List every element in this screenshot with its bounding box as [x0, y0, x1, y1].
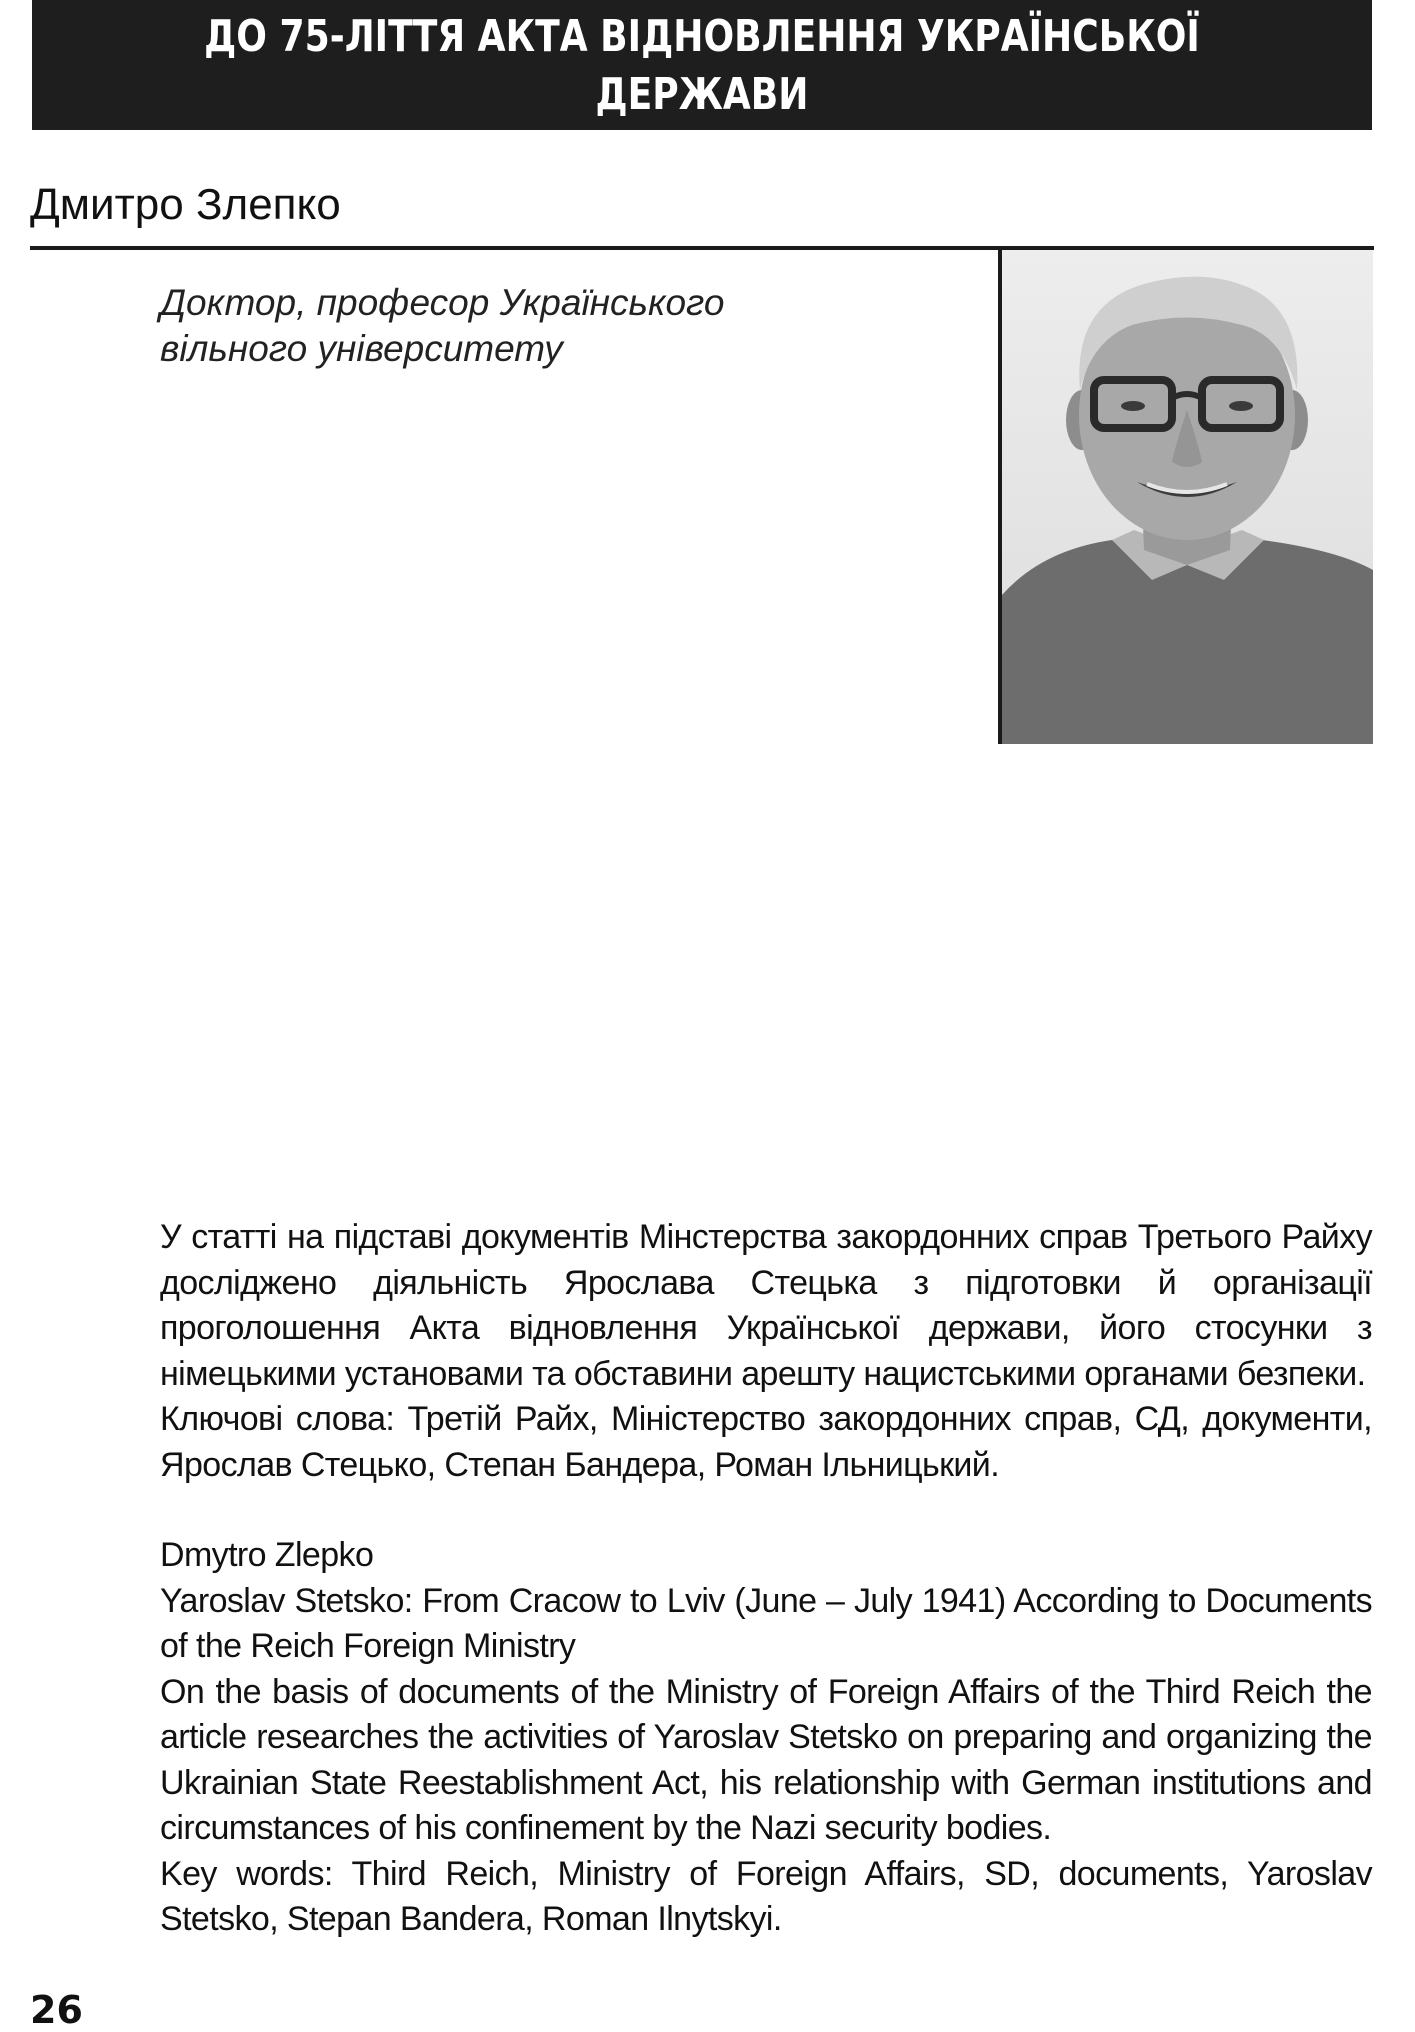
- abstract-en-text: On the basis of documents of the Ministry of Foreign Affairs of the Third Reich the article researches the activities of Yaroslav Stetsko on preparing and organizing the Ukrainian State Reestablishment Act, his relationship with German institutions and circumstances of his confinement by the Nazi security bodies.: [160, 1672, 1372, 1847]
- abstract-en-author: Dmytro Zlepko: [160, 1536, 374, 1574]
- header-line-1: ДО 75-ЛІТТЯ АКТА ВІДНОВЛЕННЯ УКРАЇНСЬКОЇ ДЕРЖАВИ: [204, 11, 1200, 120]
- author-photo: [998, 250, 1373, 744]
- author-name: Дмитро Злепко: [30, 180, 341, 229]
- affiliation-line-1: Доктор, професор Українського: [160, 282, 725, 323]
- abstract-en-keywords: Key words: Third Reich, Ministry of Foreign Affairs, SD, documents, Yaroslav Stetsko, Stepan Bandera, Roman Ilnytskyi.: [160, 1854, 1372, 1938]
- abstract-ua-text: У статті на підставі документів Мінстерства закордонних справ Третього Райху досліджено діяльність Ярослава Стецька з підготовки й організації проголошення Акта відновлення Української держави, його стосунки з німецькими установами та обставини арешту нацистськими органами безпеки.: [160, 1218, 1372, 1393]
- abstract-en-title: Yaroslav Stetsko: From Cracow to Lviv (June – July 1941) According to Documents of the Reich Foreign Ministry: [160, 1581, 1372, 1665]
- affiliation-line-2: вільного університету: [160, 328, 563, 369]
- author-portrait-image: [1002, 250, 1373, 744]
- page-number: 26: [30, 1988, 83, 2032]
- author-affiliation: [160, 280, 780, 372]
- header-line-2: 30 ЧЕРВНЯ 1941 р.: [505, 127, 899, 178]
- abstract-ukrainian: [160, 1215, 1372, 1488]
- abstract-english: [160, 1533, 1372, 1943]
- section-header-banner: [32, 0, 1372, 178]
- abstract-ua-keywords: Ключові слова: Третій Райх, Міністерство закордонних справ, СД, документи, Ярослав Стецько, Степан Бандера, Роман Ільницький.: [160, 1400, 1372, 1484]
